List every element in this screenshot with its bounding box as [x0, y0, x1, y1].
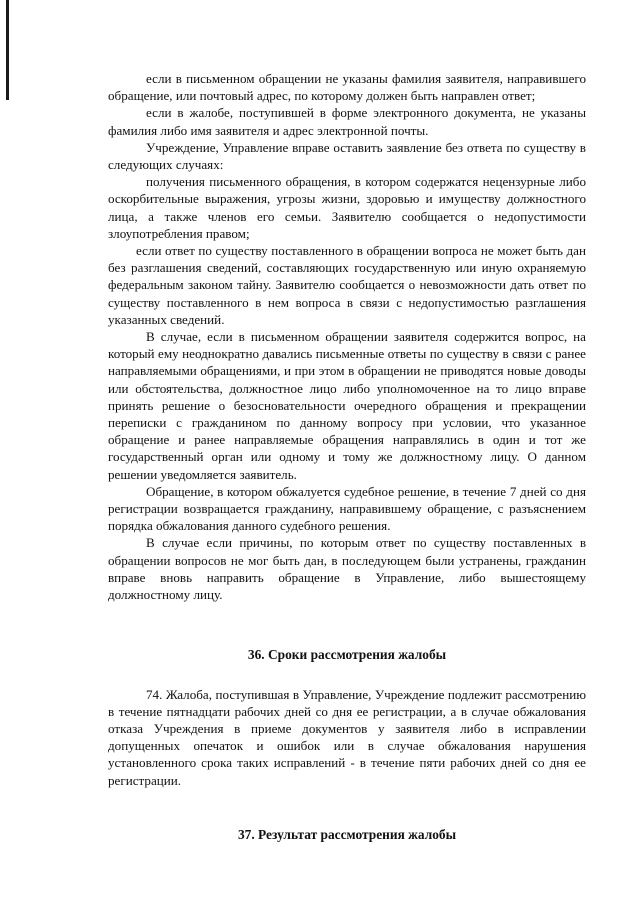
paragraph: если ответ по существу поставленного в обращении вопроса не может быть дан без разглашения сведений, составляющих государственную или иную охраняемую федеральным законом тайну. Заявителю сообщается о невозможности дать ответ по существу поставленного в нем вопроса в связи с недопустимостью разглашения указанных сведений.: [108, 243, 586, 327]
scan-edge-mark: [6, 0, 9, 100]
paragraph: В случае, если в письменном обращении заявителя содержится вопрос, на который ему неоднократно давались письменные ответы по существу в связи с ранее направляемыми обращениями, и при этом в обращении не приводятся новые доводы или обстоятельства, должностное лицо либо уполномоченное на то лицо вправе принять решение о безосновательности очередного обращения и прекращении переписки с гражданином по данному вопросу при условии, что указанное обращение и ранее направляемые обращения направлялись в один и тот же государственный орган или одному и тому же должностному лицу. О данном решении уведомляется заявитель.: [108, 329, 586, 482]
paragraph: если в письменном обращении не указаны фамилия заявителя, направившего обращение, или почтовый адрес, по которому должен быть направлен ответ;: [108, 71, 586, 104]
section-heading: 37. Результат рассмотрения жалобы: [237, 826, 457, 842]
paragraph: если в жалобе, поступившей в форме электронного документа, не указаны фамилия либо имя заявителя и адрес электронной почты.: [108, 105, 586, 138]
section-heading: 36. Сроки рассмотрения жалобы: [247, 647, 447, 663]
paragraph: В случае если причины, по которым ответ по существу поставленных в обращении вопросов не мог быть дан, в последующем были устранены, гражданин вправе вновь направить обращение в Управление, либо вышестоящему должностному лицу.: [108, 535, 586, 603]
paragraph: Обращение, в котором обжалуется судебное решение, в течение 7 дней со дня регистрации возвращается гражданину, направившему обращение, с разъяснением порядка обжалования данного судебного решения.: [108, 483, 586, 534]
paragraph: Учреждение, Управление вправе оставить заявление без ответа по существу в следующих случаях:: [108, 139, 586, 173]
paragraph: 74. Жалоба, поступившая в Управление, Учреждение подлежит рассмотрению в течение пятнадцати рабочих дней со дня ее регистрации, а в случае обжалования отказа Учреждения в приеме документов у заявителя либо в исправлении допущенных опечаток и ошибок или в случае обжалования нарушения установленного срока таких исправлений - в течение пяти рабочих дней со дня ее регистрации.: [108, 686, 586, 788]
document-page: [108, 70, 586, 843]
paragraph: получения письменного обращения, в котором содержатся нецензурные либо оскорбительные выражения, угрозы жизни, здоровью и имуществу должностного лица, а также членов его семьи. Заявителю сообщается о недопустимости злоупотребления правом;: [108, 174, 586, 241]
